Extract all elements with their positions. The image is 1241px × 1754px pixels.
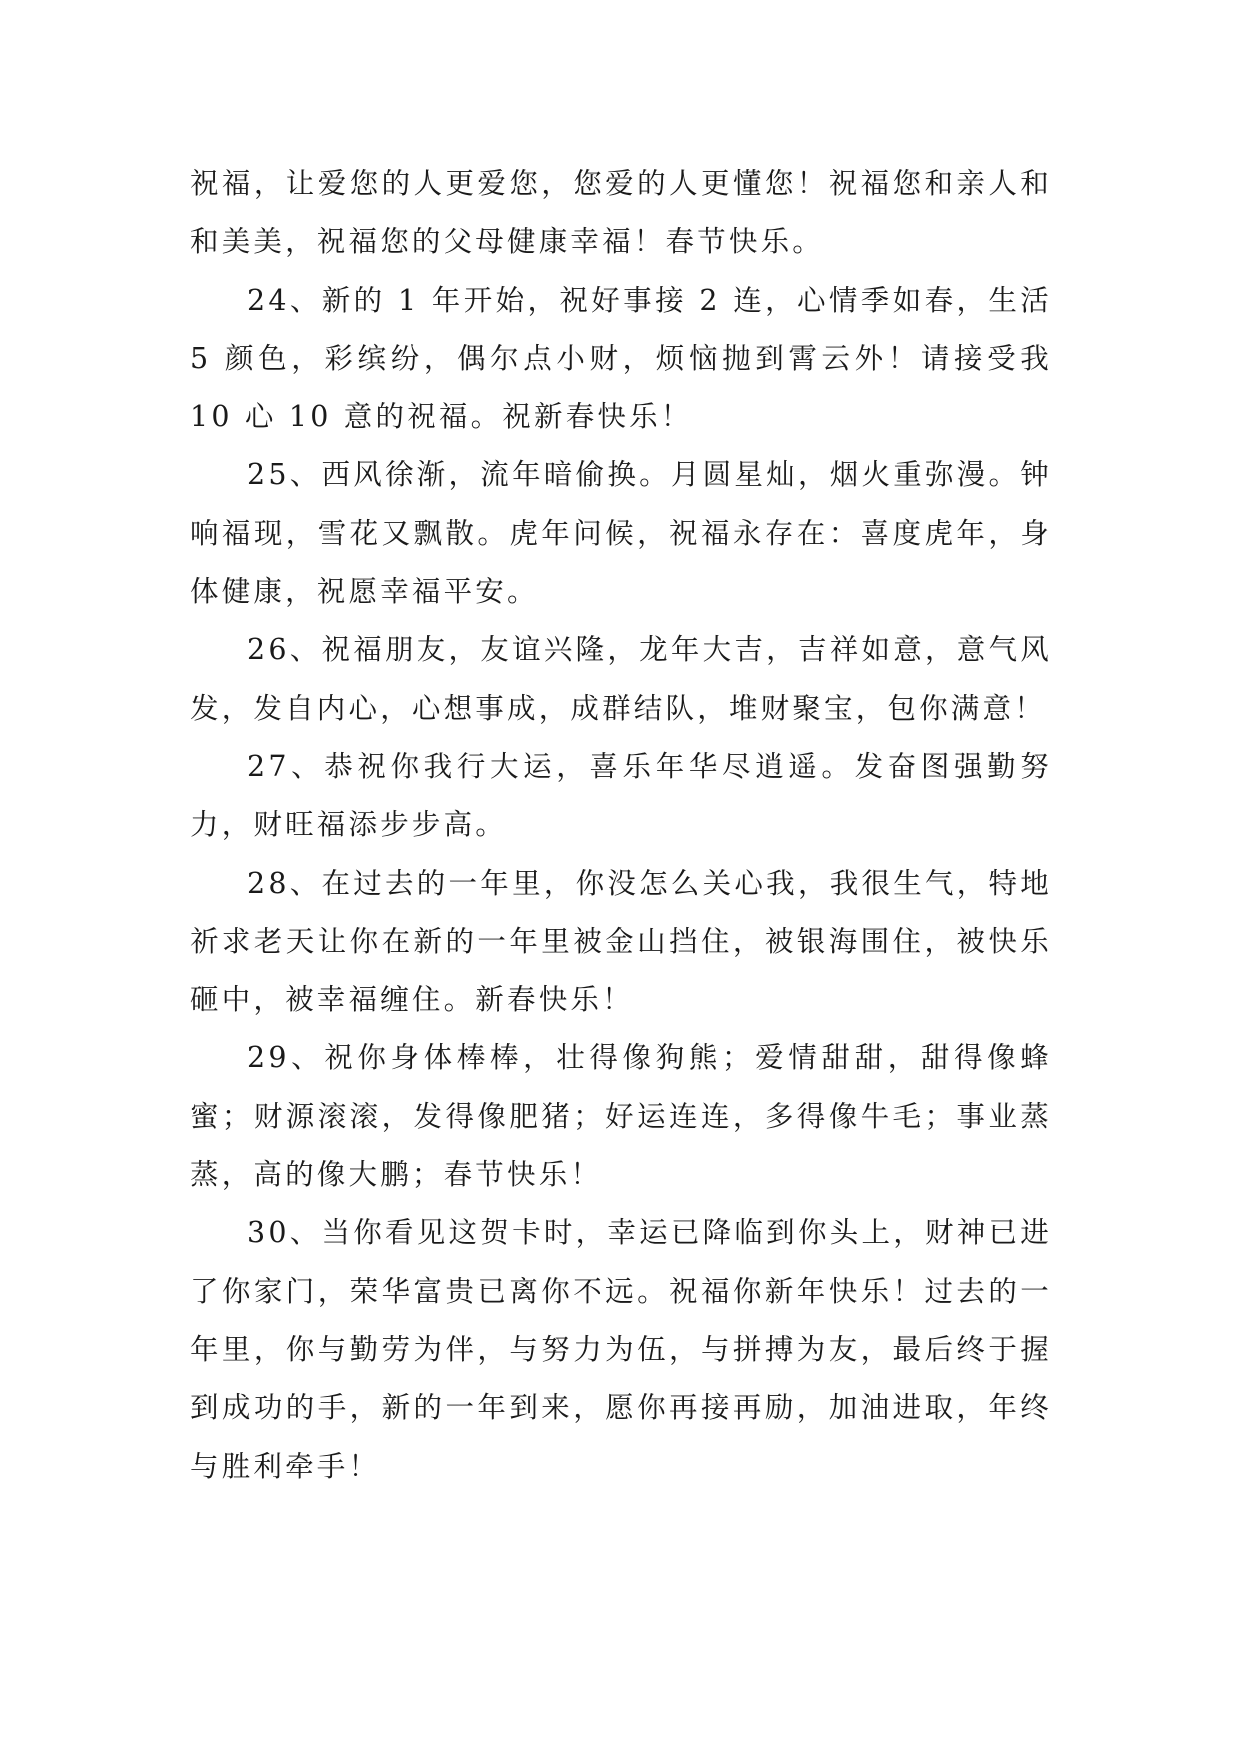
paragraph-continued: 祝福，让爱您的人更爱您，您爱的人更懂您！祝福您和亲人和和美美，祝福您的父母健康幸福！春节快乐。 [190, 167, 1052, 259]
paragraph-30: 30、当你看见这贺卡时，幸运已降临到你头上，财神已进了你家门，荣华富贵已离你不远。祝福你新年快乐！过去的一年里，你与勤劳为伴，与努力为伍，与拼搏为友，最后终于握到成功的手，新的一年到来，愿你再接再励，加油进取，年终与胜利牵手！ [190, 1216, 1052, 1483]
paragraph-28: 28、在过去的一年里，你没怎么关心我，我很生气，特地祈求老天让你在新的一年里被金山挡住，被银海围住，被快乐砸中，被幸福缠住。新春快乐！ [190, 866, 1052, 1017]
paragraph-26: 26、祝福朋友，友谊兴隆，龙年大吉，吉祥如意，意气风发，发自内心，心想事成，成群结队，堆财聚宝，包你满意！ [190, 633, 1052, 725]
paragraph-25: 25、西风徐渐，流年暗偷换。月圆星灿，烟火重弥漫。钟响福现，雪花又飘散。虎年问候，祝福永存在：喜度虎年，身体健康，祝愿幸福平安。 [190, 458, 1052, 609]
paragraph-27: 27、恭祝你我行大运，喜乐年华尽逍遥。发奋图强勤努力，财旺福添步步高。 [190, 749, 1052, 842]
document-body [190, 155, 1052, 1496]
paragraph-29: 29、祝你身体棒棒，壮得像狗熊；爱情甜甜，甜得像蜂蜜；财源滚滚，发得像肥猪；好运连连，多得像牛毛；事业蒸蒸，高的像大鹏；春节快乐！ [190, 1041, 1052, 1192]
paragraph-24: 24、新的 1 年开始，祝好事接 2 连，心情季如春，生活 5 颜色，彩缤纷，偶尔点小财，烦恼抛到霄云外！请接受我 10 心 10 意的祝福。祝新春快乐！ [190, 283, 1052, 434]
